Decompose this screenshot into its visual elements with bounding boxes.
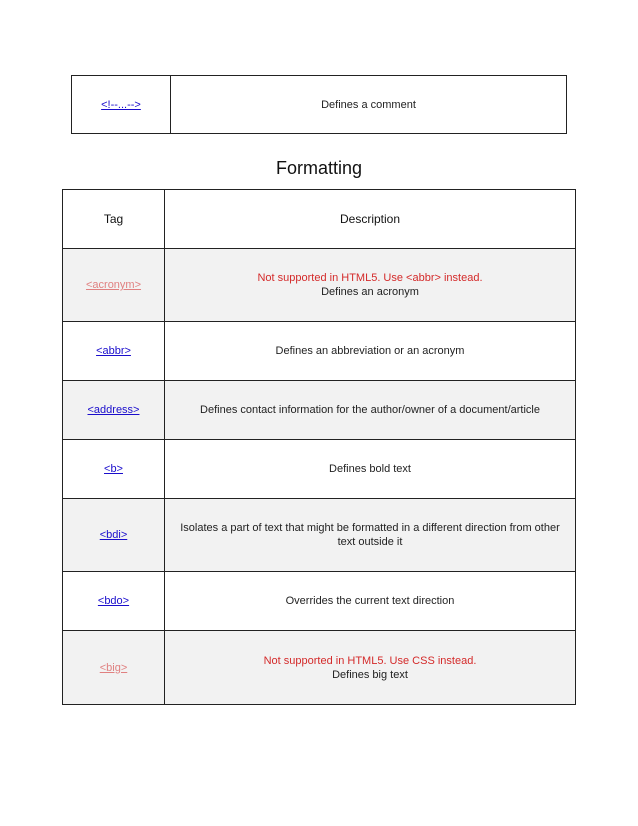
tag-cell xyxy=(63,322,165,381)
description-cell: Isolates a part of text that might be formatted in a different direction from other text outside it xyxy=(165,499,576,572)
tag-cell xyxy=(63,440,165,499)
tag-cell xyxy=(63,499,165,572)
tag-cell xyxy=(63,572,165,631)
table-row xyxy=(63,381,576,440)
section-title: Formatting xyxy=(275,158,363,178)
tag-link-bdo[interactable]: <bdo> xyxy=(97,595,130,607)
description-text: Defines big text xyxy=(332,668,408,681)
table-row xyxy=(63,440,576,499)
table-row xyxy=(63,322,576,381)
comment-table xyxy=(71,75,567,134)
table-row xyxy=(63,631,576,705)
description-cell: Defines a comment xyxy=(171,76,567,134)
deprecation-warning: Not supported in HTML5. Use CSS instead. xyxy=(263,654,477,667)
tag-link-abbr[interactable]: <abbr> xyxy=(96,345,131,357)
tag-cell xyxy=(63,381,165,440)
description-text: Defines an acronym xyxy=(321,286,419,298)
tag-link-comment[interactable]: <!--...--> xyxy=(101,98,141,111)
tag-link-bdi[interactable]: <bdi> xyxy=(99,529,128,541)
tag-link-b[interactable]: <b> xyxy=(104,463,123,475)
table-row xyxy=(63,572,576,631)
tag-link-address[interactable]: <address> xyxy=(87,404,140,416)
description-cell: Overrides the current text direction xyxy=(165,572,576,631)
column-header-tag: Tag xyxy=(63,190,165,249)
tag-cell xyxy=(63,631,165,705)
table-row xyxy=(63,249,576,322)
description-cell xyxy=(165,249,576,322)
description-cell: Defines bold text xyxy=(165,440,576,499)
tag-cell xyxy=(72,76,171,134)
table-row xyxy=(72,76,567,134)
table-header-row xyxy=(63,190,576,249)
column-header-description: Description xyxy=(165,190,576,249)
tag-cell xyxy=(63,249,165,322)
description-cell: Defines an abbreviation or an acronym xyxy=(165,322,576,381)
table-row xyxy=(63,499,576,572)
formatting-table xyxy=(62,189,576,705)
tag-link-acronym[interactable]: <acronym> xyxy=(85,279,142,291)
description-cell: Defines contact information for the author/owner of a document/article xyxy=(165,381,576,440)
description-cell xyxy=(165,631,576,705)
tag-link-big[interactable]: <big> xyxy=(99,661,128,674)
deprecation-warning: Not supported in HTML5. Use <abbr> instead. xyxy=(257,272,483,284)
